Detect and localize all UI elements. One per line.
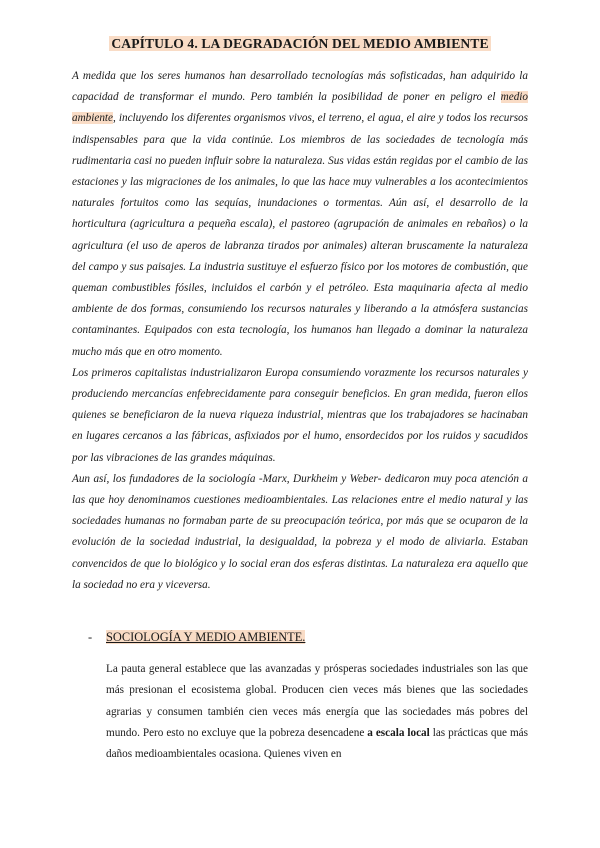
section-title: SOCIOLOGÍA Y MEDIO AMBIENTE. xyxy=(106,630,306,644)
section-paragraph-start: La pauta general establece que las avanzadas y prósperas sociedades industriales son las que más presionan el ecosistema global. Producen cien veces más bienes que las sociedades agrarias y consumen también cien veces más energía que las sociedades más pobres del mundo. Pero esto no excluye que la pobreza desencadene xyxy=(106,663,528,739)
chapter-title xyxy=(0,36,600,52)
paragraph-2: Los primeros capitalistas industrializaron Europa consumiendo vorazmente los recursos naturales y produciendo mercancías enfebrecidamente para conseguir beneficios. En gran medida, fueron ellos quienes se beneficiaron de la nueva riqueza industrial, mientras que los trabajadores se hacinaban en lugares cercanos a las fábricas, asfixiados por el humo, ensordecidos por los ruidos y sacudidos por las vibraciones de las grandes máquinas. xyxy=(72,366,528,464)
bold-phrase: a escala local xyxy=(367,726,430,739)
highlighted-term: medio ambiente xyxy=(72,91,528,125)
section-paragraph xyxy=(106,659,528,765)
paragraph-1-rest: , incluyendo los diferentes organismos vivos, el terreno, el agua, el aire y todos los recursos indispensables para que la vida continúe. Los miembros de las sociedades de tecnología más rudimentaria casi no pueden influir sobre la naturaleza. Sus vidas están regidas por el cambio de las estaciones y las migraciones de los animales, lo que las hace muy vulnerables a los acontecimientos naturales fortuitos como las sequías, inundaciones o tormentas. Aún así, el desarrollo de la horticultura (agricultura a pequeña escala), el pastoreo (agrupación de animales en rebaños) o la agricultura (el uso de aperos de labranza tirados por animales) alteran bruscamente la naturaleza del campo y sus paisajes. La industria sustituye el esfuerzo físico por los motores de combustión, que queman combustibles fósiles, incluidos el carbón y el petróleo. Esta maquinaria afecta al medio ambiente de dos formas, consumiendo los recursos naturales y liberando a la atmósfera sustancias contaminantes. Equipados con esta tecnología, los humanos han llegado a dominar la naturaleza mucho más que en otro momento. xyxy=(72,112,528,358)
section-heading xyxy=(88,630,305,645)
paragraph-1-start: A medida que los seres humanos han desarrollado tecnologías más sofisticadas, han adquirido la capacidad de transformar el mundo. Pero también la posibilidad de poner en peligro el xyxy=(72,70,528,104)
paragraph-1 xyxy=(72,66,528,363)
section-bullet: - xyxy=(88,630,93,644)
section-paragraph-rest: las prácticas que más daños medioambientales ocasiona. Quienes viven en xyxy=(106,726,529,761)
chapter-title-text: CAPÍTULO 4. LA DEGRADACIÓN DEL MEDIO AMBIENTE xyxy=(111,36,489,51)
paragraph-3: Aun así, los fundadores de la sociología -Marx, Durkheim y Weber- dedicaron muy poca atención a las que hoy denominamos cuestiones medioambientales. Las relaciones entre el medio natural y las sociedades humanas no formaban parte de su preocupación teórica, por más que se ocuparon de la evolución de la sociedad industrial, la desigualdad, la pobreza y el modo de aliviarla. Estaban convencidos de que lo biológico y lo social eran dos esferas distintas. La naturaleza era aquello que la sociedad no era y viceversa. xyxy=(72,472,528,591)
chapter-body xyxy=(72,66,528,596)
